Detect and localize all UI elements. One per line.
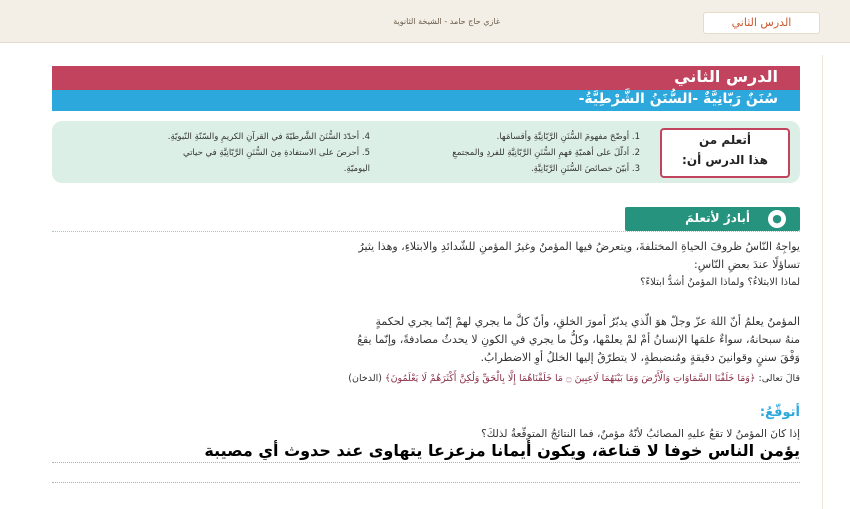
paragraph-2-line-2: منهُ سبحانهُ، سواءٌ علمَها الإنسانُ أمْ لمْ يعلمْها، وكلُّ ما يجري في الكونِ لا يحدثُ مصادفةً، وإنّما يقعُ [357,333,800,346]
goal-item: 2. أدلّلَ على أهميّةِ فهمِ السُّنَنِ الرَّبّانِيَّةِ للفردِ والمجتمعِ [452,148,640,158]
paragraph-2-line-1: المؤمنُ يعلمُ أنّ اللهَ عزّ وجلّ هوَ الّذي يدبّرُ أمورَ الخلقِ، وأنّ كلَّ ما يجري لهمْ إنّما يجري لحكمةٍ [375,315,800,328]
quran-verse-text: ﴿وَمَا خَلَقْنَا السَّمَاوَاتِ وَالْأَرْضَ وَمَا بَيْنَهُمَا لَاعِبِينَ ۝ مَا خَلَقْنَاهُمَا إِلَّا بِالْحَقِّ وَلَٰكِنَّ أَكْثَرَهُمْ لَا يَعْلَمُونَ﴾ [385,373,756,384]
quran-verse [48,373,800,384]
goal-item: اليوميّةِ. [343,164,370,174]
paragraph-1-line-2: تساؤلًا عندَ بعضِ النّاسِ: [693,258,800,271]
section-tab-initiate [625,207,800,231]
paragraph-1-line-1: يواجِهُ النّاسُ ظروفَ الحياةِ المختلفةَ، ويتعرضُ فيها المؤمنُ وغيرُ المؤمنِ للشّدائدِ والابتلاءِ، وهذا يثيرُ [358,240,800,253]
page-margin-line [822,55,823,509]
section-divider [52,231,800,232]
person-icon: ● [768,210,786,228]
quran-source: (الدخان) [348,373,382,384]
quran-intro: قالَ تعالى: [758,373,800,384]
header-title: غازي حاج حامد - الشيخة الثانوية [393,17,500,26]
lesson-tab[interactable]: الدرس الثاني [703,12,820,34]
learning-goals-panel [52,121,800,183]
think-heading: أتوقّعُ: [759,405,800,420]
answer-line [52,482,800,483]
answer-line [52,462,800,463]
top-bar [0,0,850,43]
lesson-title-banner [52,66,800,90]
goals-list-left [80,129,370,177]
section-tab-label: أبادرُ لأتعلمَ [685,211,750,225]
lesson-title: الدرس الثاني [674,67,778,86]
goal-item: 1. أوضّحَ مفهومَ السُّنَنِ الرَّبّانِيَّةِ وأقسامَها. [496,132,640,142]
paragraph-1-line-3: لماذا الابتلاءُ؟ ولماذا المؤمنُ أشدُّ ابتلاءً؟ [640,277,800,288]
goals-label-line-2: هذا الدرس أن: [682,153,768,167]
typed-answer[interactable]: يؤمن الناس خوفا لا قناعة، ويكون أيمانا مزعزعا يتهاوى عند حدوث أي مصيبة [204,441,800,460]
think-question: إذا كانَ المؤمنُ لا تقعُ عليهِ المصائبُ لأنّهُ مؤمنٌ، فما النتائجُ المتوقّعةُ لذلكَ؟ [481,428,800,440]
lesson-subtitle: سُنَنٌ رَبّانِيَّةٌ -السُّنَنُ الشَّرْطِيَّةُ- [578,91,778,107]
goal-item: 4. أحدّدَ السُّنَنَ الشَّرطيّةَ في القرآنِ الكريمِ والسّنّةِ النّبويّةِ. [167,132,370,142]
paragraph-2-line-3: وَفْقَ سننٍ وقوانينَ دقيقةٍ ومُنضبطةٍ، لا يتطرّقُ إليها الخللُ أوِ الاضطرابُ. [480,351,800,364]
goals-label-box [660,128,790,178]
goals-label-line-1: أتعلم من [698,133,752,147]
goal-item: 3. أبيّنَ خصائصَ السُّنَنِ الرَّبّانِيَّةِ. [530,164,640,174]
lesson-subtitle-banner [52,90,800,111]
goal-item: 5. أحرصَ على الاستفادةِ مِنَ السُّنَنِ الرَّبّانِيَّةِ في حياتي [182,148,370,158]
goals-list-right [390,129,640,177]
